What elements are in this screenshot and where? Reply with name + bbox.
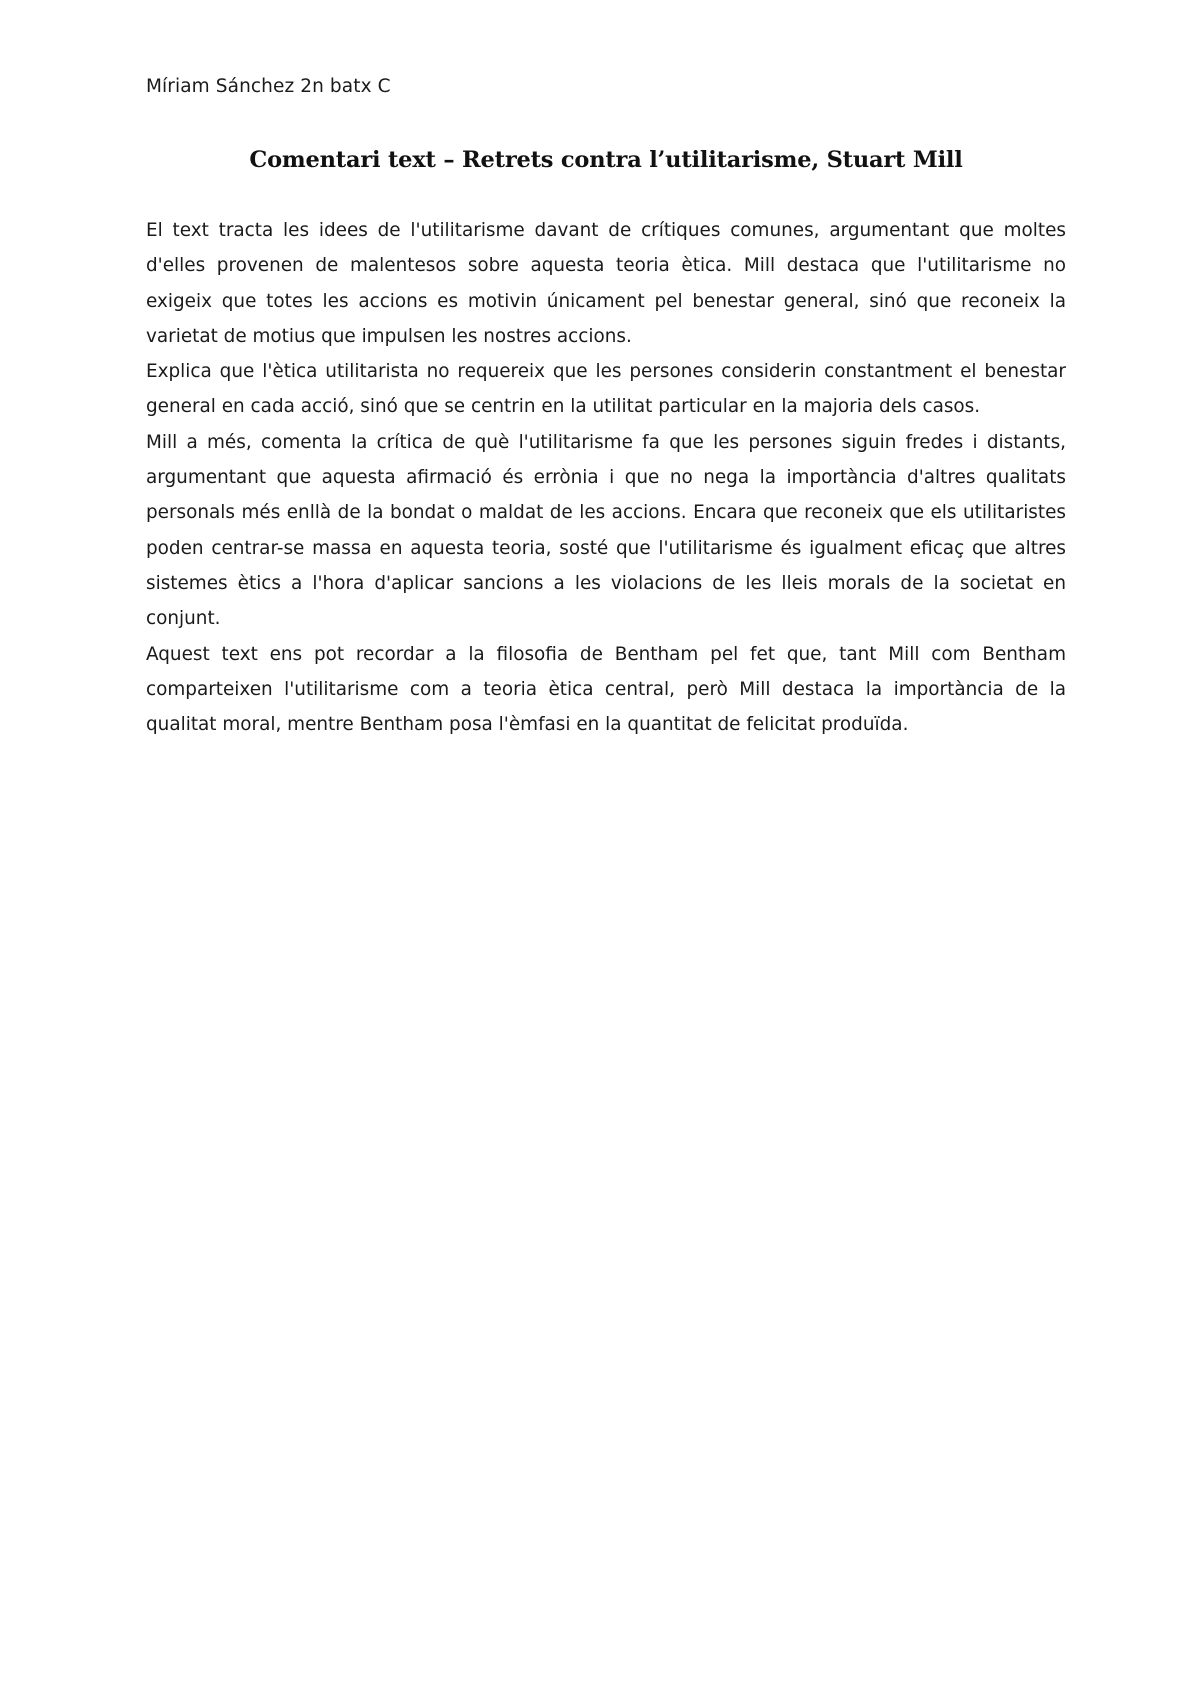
author-header: Míriam Sánchez 2n batx C (146, 76, 391, 97)
paragraph-2: Explica que l'ètica utilitarista no requereix que les persones considerin constantment el benestar general en cada acció, sinó que se centrin en la utilitat particular en la majoria dels casos. (146, 361, 1066, 418)
paragraph-4: Aquest text ens pot recordar a la filosofia de Bentham pel fet que, tant Mill com Bentham comparteixen l'utilitarisme com a teoria ètica central, però Mill destaca la importància de la qualitat moral, mentre Bentham posa l'èmfasi en la quantitat de felicitat produïda. (146, 643, 1066, 736)
paragraph-1: El text tracta les idees de l'utilitarisme davant de crítiques comunes, argumentant que moltes d'elles provenen de malentesos sobre aquesta teoria ètica. Mill destaca que l'utilitarisme no exigeix que totes les accions es motivin únicament pel benestar general, sinó que reconeix la varietat de motius que impulsen les nostres accions. (146, 220, 1066, 347)
paragraph-3: Mill a més, comenta la crítica de què l'utilitarisme fa que les persones siguin fredes i distants, argumentant que aquesta afirmació és errònia i que no nega la importància d'altres qualitats personals més enllà de la bondat o maldat de les accions. Encara que reconeix que els utilitaristes poden centrar-se massa en aquesta teoria, sosté que l'utilitarisme és igualment eficaç que altres sistemes ètics a l'hora d'aplicar sancions a les violacions de les lleis morals de la societat en conjunt. (146, 431, 1066, 630)
document-body (146, 213, 1066, 742)
document-title: Comentari text – Retrets contra l’utilitarisme, Stuart Mill (249, 147, 963, 173)
